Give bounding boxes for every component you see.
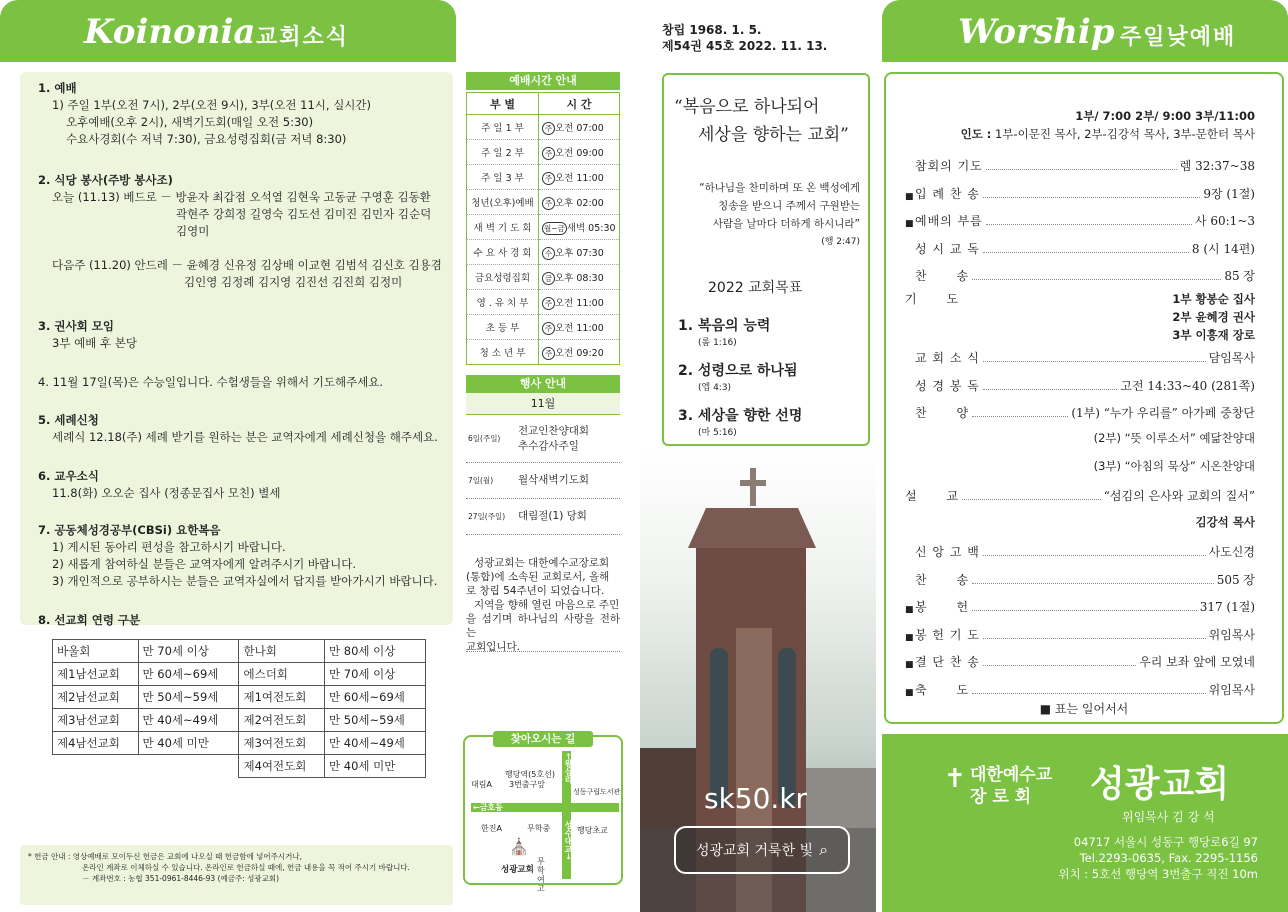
age-cell: 만 50세~59세 (324, 709, 425, 732)
event-title: 행사 안내 (466, 375, 620, 393)
schedule-service: 영 . 유 치 부 (467, 290, 539, 315)
day-badge: 주 (542, 147, 555, 160)
section-line: 김영미 (176, 224, 210, 238)
map-label: 행당역(5호선) (505, 770, 555, 779)
section-title: 1. 예배 (38, 81, 77, 95)
dotted-leader (983, 638, 1206, 639)
section-line: 11.8(화) 오오순 집사 (정종문집사 모친) 별세 (52, 486, 281, 500)
event-month: 11월 (466, 393, 620, 415)
dotted-leader (983, 361, 1206, 362)
section-line: 3부 예배 후 본당 (52, 336, 137, 350)
order-label: 축 도 (915, 682, 970, 697)
schedule-title: 예배시간 안내 (466, 72, 620, 90)
order-row (905, 623, 1255, 643)
age-cell: 만 60세~69세 (138, 663, 239, 686)
schedule-time (539, 140, 620, 165)
map-label: 무학중 (527, 824, 551, 833)
prayer-person: 2부 윤혜경 권사 (1172, 310, 1255, 324)
standing-note: ■ 표는 일어서서 (1039, 702, 1129, 716)
map-label: 행당초교 (577, 826, 608, 835)
order-label: 교 회 소 식 (915, 351, 980, 365)
age-cell: 제1여전도회 (239, 686, 325, 709)
section-line: 수요사경회(수 저녁 7:30), 금요성령집회(금 저녁 8:30) (66, 132, 347, 146)
telephone: Tel.2293-0635, Fax. 2295-1156 (1079, 851, 1258, 865)
order-row (905, 540, 1255, 560)
schedule-service: 청 소 년 부 (467, 340, 539, 365)
issue-number: 제54권 45호 2022. 11. 13. (662, 39, 828, 53)
event-date: 7일(월) (468, 476, 494, 485)
order-row (905, 678, 1255, 698)
issue-info (662, 22, 827, 54)
order-label: 입 례 찬 송 (915, 186, 980, 201)
age-row (53, 732, 426, 755)
note-line: － 계좌번호 : 농협 351-0961-8446-93 (예금주: 성광교회) (82, 874, 280, 883)
map-label: ←왕십리 (564, 753, 573, 784)
motto (674, 93, 849, 149)
location: 위치 : 5호선 행당역 3번출구 직진 10m (1058, 867, 1258, 881)
age-cell: 바울회 (53, 640, 139, 663)
news-header-title: 교회소식 (256, 25, 350, 50)
worship-header-title: 주일낮예배 (1120, 25, 1237, 50)
dotted-leader (972, 693, 1206, 694)
choir-3: (3부) “아침의 묵상” 시온찬양대 (1093, 459, 1255, 473)
order-label: 성 시 교 독 (915, 241, 980, 256)
event-desc: 대림절(1) 당회 (518, 510, 587, 522)
section-line: 1) 게시된 동아리 편성을 참고하시기 바랍니다. (52, 540, 286, 554)
verse-ref: (행 2:47) (821, 237, 860, 247)
about-line: 지역을 향해 열린 마음으로 주민 (474, 599, 620, 611)
cover-box (662, 73, 870, 446)
goal-item (678, 360, 802, 393)
schedule-head: 시 간 (539, 93, 620, 115)
order-value: 위임목사 (1208, 682, 1255, 697)
sermon-title: “섬김의 은사와 교회의 질서” (1103, 489, 1255, 503)
news-box (20, 72, 453, 625)
schedule-time (539, 240, 620, 265)
map-box (463, 733, 623, 893)
denomination-line: 대한예수교 (970, 765, 1053, 785)
news-section-exam (38, 374, 383, 391)
news-section-age (38, 612, 140, 629)
schedule-box (466, 72, 620, 365)
news-section-worship (38, 80, 371, 148)
search-box[interactable] (674, 826, 850, 874)
age-row (53, 686, 426, 709)
dotted-leader (983, 252, 1189, 253)
stand-marker: ■ (905, 687, 914, 698)
motto-line: 세상을 향하는 교회” (698, 125, 849, 145)
age-cell: 만 40세~49세 (138, 709, 239, 732)
verse (674, 179, 860, 251)
order-row (905, 264, 1255, 284)
stand-marker: ■ (905, 660, 914, 670)
schedule-time (539, 115, 620, 140)
dotted-leader (983, 665, 1136, 666)
divider (466, 651, 620, 652)
stand-marker: ■ (905, 632, 914, 643)
time-text: 새벽 05:30 (566, 222, 616, 234)
goal-text: 1. 복음의 능력 (678, 318, 771, 334)
age-cell: 제1남선교회 (53, 663, 139, 686)
order-value: 사 60:1~3 (1194, 214, 1255, 228)
order-label: 설 교 (905, 489, 960, 503)
note-line: 온라인 계좌로 이체하실 수 있습니다. 온라인로 헌금하실 때에, 헌금 내용을 꼭 적어 주시기 바랍니다. (82, 863, 410, 872)
event-row (466, 499, 620, 535)
news-section-kitchen (38, 172, 458, 291)
day-badge: 주 (542, 122, 555, 135)
order-label: 성 경 봉 독 (915, 378, 980, 393)
section-title: 2. 식당 봉사(주방 봉사조) (38, 173, 173, 187)
schedule-time (539, 165, 620, 190)
section-line: 3) 개인적으로 공부하시는 분들은 교역자실에서 답지를 받아가시기 바랍니다. (52, 574, 438, 588)
map-label: 3번출구앞 (509, 780, 546, 789)
schedule-row (467, 190, 620, 215)
goal-ref: (마 5:16) (698, 428, 737, 438)
goal-ref: (롬 1:16) (698, 338, 737, 348)
day-badge: 수 (542, 247, 555, 260)
schedule-row (467, 165, 620, 190)
news-section-deacon (38, 318, 137, 352)
prayer-label: 기 도 (905, 292, 960, 306)
age-row (53, 663, 426, 686)
day-badge: 주 (542, 347, 555, 360)
schedule-service: 주 일 2 부 (467, 140, 539, 165)
age-cell: 제3여전도회 (239, 732, 325, 755)
about-line: (통합)에 소속된 교회로서, 올해 (466, 571, 610, 583)
news-section-members (38, 468, 280, 502)
age-row (53, 640, 426, 663)
order-row (905, 374, 1255, 394)
map-label: 성수대교→ (564, 821, 573, 860)
order-row (905, 237, 1255, 257)
stand-marker: ■ (905, 191, 914, 202)
stand-marker: ■ (905, 605, 914, 615)
age-cell: 한나회 (239, 640, 325, 663)
time-text: 오전 11:00 (555, 172, 604, 184)
schedule-time (539, 265, 620, 290)
order-value: 317 (1절) (1199, 600, 1255, 614)
age-row (53, 755, 426, 778)
goal-item (678, 315, 802, 348)
goal-text: 3. 세상을 향한 선명 (678, 408, 803, 424)
website-url[interactable]: sk50.kr (704, 782, 808, 815)
time-text: 오전 09:20 (555, 347, 604, 359)
event-box (466, 375, 620, 535)
age-cell: 제4여전도회 (239, 755, 325, 778)
order-value: 85 장 (1224, 269, 1255, 283)
age-cell: 만 60세~69세 (324, 686, 425, 709)
section-title: 4. 11월 17일(목)은 수능일입니다. 수험생들을 위해서 기도해주세요. (38, 375, 384, 389)
goal-title: 2022 교회목표 (708, 280, 803, 296)
age-cell: 만 50세~59세 (138, 686, 239, 709)
schedule-time (539, 315, 620, 340)
news-section-baptism (38, 412, 438, 446)
schedule-table (466, 92, 620, 365)
day-badge: 금 (542, 272, 555, 285)
denomination (970, 764, 1052, 808)
verse-line: 사람을 날마다 더하게 하시니라” (712, 218, 860, 230)
preacher: 김강석 목사 (1195, 515, 1255, 529)
time-text: 오후 08:30 (555, 272, 604, 284)
founded-date: 창립 1968. 1. 5. (662, 23, 762, 37)
schedule-row (467, 140, 620, 165)
age-cell: 제3남선교회 (53, 709, 139, 732)
event-desc: 월삭새벽기도회 (518, 474, 590, 486)
church-name: 성광교회 (1090, 764, 1230, 805)
schedule-row (467, 265, 620, 290)
time-text: 오후 02:00 (555, 197, 604, 209)
leader-label: 인도 : (960, 127, 992, 141)
time-text: 오전 07:00 (555, 122, 604, 134)
goal-text: 2. 성령으로 하나됨 (678, 363, 798, 379)
section-title: 3. 권사회 모임 (38, 319, 114, 333)
about-line: 성광교회는 대한예수교장로회 (474, 557, 610, 569)
section-line: 다음주 (11.20) 안드레 － 윤혜경 신유정 김상배 이교현 김범석 김신호 김용겸 (52, 258, 442, 272)
order-value: 렘 32:37~38 (1179, 159, 1255, 173)
motto-line: “복음으로 하나되어 (674, 97, 820, 117)
section-title: 8. 선교회 연령 구분 (38, 613, 141, 627)
age-cell: 에스더회 (239, 663, 325, 686)
schedule-time (539, 340, 620, 365)
age-cell: 제4남선교회 (53, 732, 139, 755)
dotted-leader (986, 169, 1177, 170)
schedule-row (467, 115, 620, 140)
verse-line: “하나님을 찬미하며 또 온 백성에게 (699, 182, 860, 194)
schedule-time (539, 215, 620, 240)
contact (982, 834, 1258, 882)
section-line: 곽현주 강희정 길영숙 김도선 김미진 김민자 김순덕 (176, 207, 432, 221)
news-section-bible-study (38, 522, 437, 590)
order-label: 신 앙 고 백 (915, 545, 980, 559)
offering-note (20, 845, 453, 905)
age-cell (138, 755, 239, 778)
order-label: 찬 송 (915, 269, 970, 283)
order-value: 8 (시 14편) (1191, 241, 1255, 256)
event-desc: 전교인찬양대회 추수감사주일 (518, 424, 590, 452)
about-line: 로 창립 54주년이 되었습니다. (466, 585, 605, 597)
church-footer (882, 734, 1288, 912)
order-value: (1부) “누가 우리를” 아가페 중창단 (1071, 406, 1255, 420)
order-row (905, 595, 1255, 615)
schedule-service: 새 벽 기 도 회 (467, 215, 539, 240)
address: 04717 서울시 성동구 행당로6길 97 (1073, 835, 1258, 849)
sermon-row (905, 484, 1255, 504)
dotted-leader (986, 224, 1192, 225)
day-badge: 주 (542, 297, 555, 310)
dotted-leader (972, 583, 1214, 584)
time-text: 오후 07:30 (555, 247, 604, 259)
map-title: 찾아오시는 길 (493, 731, 593, 747)
event-row (466, 415, 620, 463)
age-cell: 만 40세~49세 (324, 732, 425, 755)
age-cell: 만 80세 이상 (324, 640, 425, 663)
time-text: 오전 11:00 (555, 322, 604, 334)
goal-ref: (엡 4:3) (698, 383, 732, 393)
prayer-person: 3부 이흥재 장로 (1172, 328, 1255, 342)
order-label: 참회의 기도 (915, 159, 983, 173)
dotted-leader (972, 610, 1197, 611)
order-label: 찬 송 (915, 572, 970, 587)
age-cell: 제2여전도회 (239, 709, 325, 732)
church-photo (640, 448, 876, 912)
worship-header (882, 0, 1288, 62)
about-line: 교회입니다. (466, 641, 521, 653)
age-cell: 만 70세 이상 (324, 663, 425, 686)
time-text: 오전 11:00 (555, 297, 604, 309)
age-cell: 만 40세 미만 (138, 732, 239, 755)
order-value: 9장 (1절) (1203, 186, 1255, 201)
dotted-leader (983, 197, 1201, 198)
order-value: 505 장 (1216, 572, 1255, 587)
order-label: 예배의 부름 (915, 214, 983, 228)
map-label: 성광교회 (501, 865, 534, 875)
day-badge: 주 (542, 172, 555, 185)
section-line: 오늘 (11.13) 베드로 － 방윤자 최갑점 오석열 김현욱 고동균 구영훈 김동환 (52, 190, 431, 204)
pastor: 위임목사 김 강 석 (1122, 810, 1215, 824)
order-row (905, 182, 1255, 202)
order-label: 봉 헌 (915, 600, 970, 614)
goal-list (678, 315, 802, 450)
age-table (52, 639, 426, 778)
news-header-script: Koinonia (84, 12, 256, 52)
day-badge: 주 (542, 322, 555, 335)
section-line: 김인영 김정례 김지영 김진선 김진희 김정미 (184, 275, 403, 289)
section-line: 1) 주일 1부(오전 7시), 2부(오전 9시), 3부(오전 11시, 실시간) (52, 98, 372, 112)
age-row (53, 709, 426, 732)
age-cell: 만 70세 이상 (138, 640, 239, 663)
church-map-icon: ⛪ (509, 837, 529, 856)
event-date: 27일(주일) (468, 512, 506, 521)
section-line: 2) 새롭게 참여하실 분들은 교역자에게 알려주시기 바랍니다. (52, 557, 357, 571)
event-row (466, 463, 620, 499)
order-value: 위임목사 (1208, 627, 1255, 642)
day-badge: 월~금 (544, 223, 565, 233)
goal-item (678, 405, 802, 438)
dotted-leader (962, 499, 1101, 500)
age-cell: 만 40세 미만 (324, 755, 425, 778)
dotted-leader (983, 389, 1118, 390)
order-row (905, 401, 1255, 421)
order-label: 결 단 찬 송 (915, 655, 980, 669)
stand-marker: ■ (905, 219, 914, 229)
leader-text: 1부-이문진 목사, 2부-김강석 목사, 3부-문한터 목사 (995, 127, 1255, 141)
schedule-row (467, 290, 620, 315)
map-label: 한진A (481, 824, 502, 833)
worship-header-script: Worship (958, 12, 1115, 52)
worship-times: 1부/ 7:00 2부/ 9:00 3부/11:00 (1075, 109, 1255, 123)
schedule-row (467, 315, 620, 340)
schedule-head: 부 별 (467, 93, 539, 115)
about-line: 을 섬기며 하나님의 사랑을 전하는 (466, 613, 620, 639)
prayer-row (905, 290, 1255, 344)
age-cell (53, 755, 139, 778)
section-line: 오후예배(오후 2시), 새벽기도회(매일 오전 5:30) (66, 115, 314, 129)
order-row (905, 568, 1255, 588)
about-church (466, 556, 620, 654)
map-label: 성동구립도서관 (573, 788, 621, 796)
dotted-leader (983, 555, 1206, 556)
order-value: 담임목사 (1208, 351, 1255, 365)
schedule-service: 청년(오후)예배 (467, 190, 539, 215)
map-label: 무학여고 (537, 857, 545, 893)
order-value: 고전 14:33~40 (281쪽) (1120, 378, 1255, 393)
map-label: ←금호동 (473, 803, 503, 812)
schedule-service: 주 일 1 부 (467, 115, 539, 140)
order-row (905, 650, 1255, 670)
schedule-row (467, 215, 620, 240)
schedule-service: 수 요 사 경 회 (467, 240, 539, 265)
schedule-row (467, 340, 620, 365)
dotted-leader (972, 416, 1068, 417)
schedule-row (467, 240, 620, 265)
day-badge: 주 (542, 197, 555, 210)
search-text: 성광교회 거룩한 빛 (695, 843, 814, 859)
order-row (905, 346, 1255, 366)
section-title: 7. 공동체성경공부(CBSi) 요한복음 (38, 523, 221, 537)
schedule-service: 초 등 부 (467, 315, 539, 340)
schedule-time (539, 190, 620, 215)
cross-logo-icon: ✝ (944, 764, 966, 794)
worship-leaders (905, 126, 1255, 142)
age-cell: 제2남선교회 (53, 686, 139, 709)
order-value: 사도신경 (1208, 545, 1255, 559)
order-label: 찬 양 (915, 406, 970, 420)
choir-2: (2부) “뜻 이루소서” 예닮찬양대 (1093, 431, 1255, 445)
order-value: 우리 보좌 앞에 모였네 (1139, 655, 1255, 669)
dotted-leader (972, 279, 1221, 280)
event-date: 6일(주일) (468, 434, 501, 443)
schedule-time (539, 290, 620, 315)
section-title: 5. 세례신청 (38, 413, 99, 427)
section-line: 세례식 12.18(주) 세례 받기를 원하는 분은 교역자에게 세례신청을 해주세요. (52, 430, 438, 444)
section-title: 6. 교우소식 (38, 469, 99, 483)
order-row (905, 209, 1255, 229)
order-label: 봉 헌 기 도 (915, 627, 980, 642)
order-row (905, 154, 1255, 174)
note-line: * 헌금 안내 : 영상예배로 모이두신 헌금은 교회에 나오실 때 헌금함에 넣어주시거나, (28, 852, 302, 861)
search-icon: ⌕ (819, 840, 829, 859)
denomination-line: 장 로 회 (970, 787, 1032, 807)
map-label: 대림A (471, 780, 492, 789)
news-panel (0, 0, 456, 912)
verse-line: 칭송을 받으니 주께서 구원받는 (718, 200, 860, 212)
news-header (0, 0, 456, 62)
prayer-person: 1부 황봉순 집사 (1172, 292, 1255, 306)
schedule-service: 금요성령집회 (467, 265, 539, 290)
schedule-service: 주 일 3 부 (467, 165, 539, 190)
time-text: 오전 09:00 (555, 147, 604, 159)
